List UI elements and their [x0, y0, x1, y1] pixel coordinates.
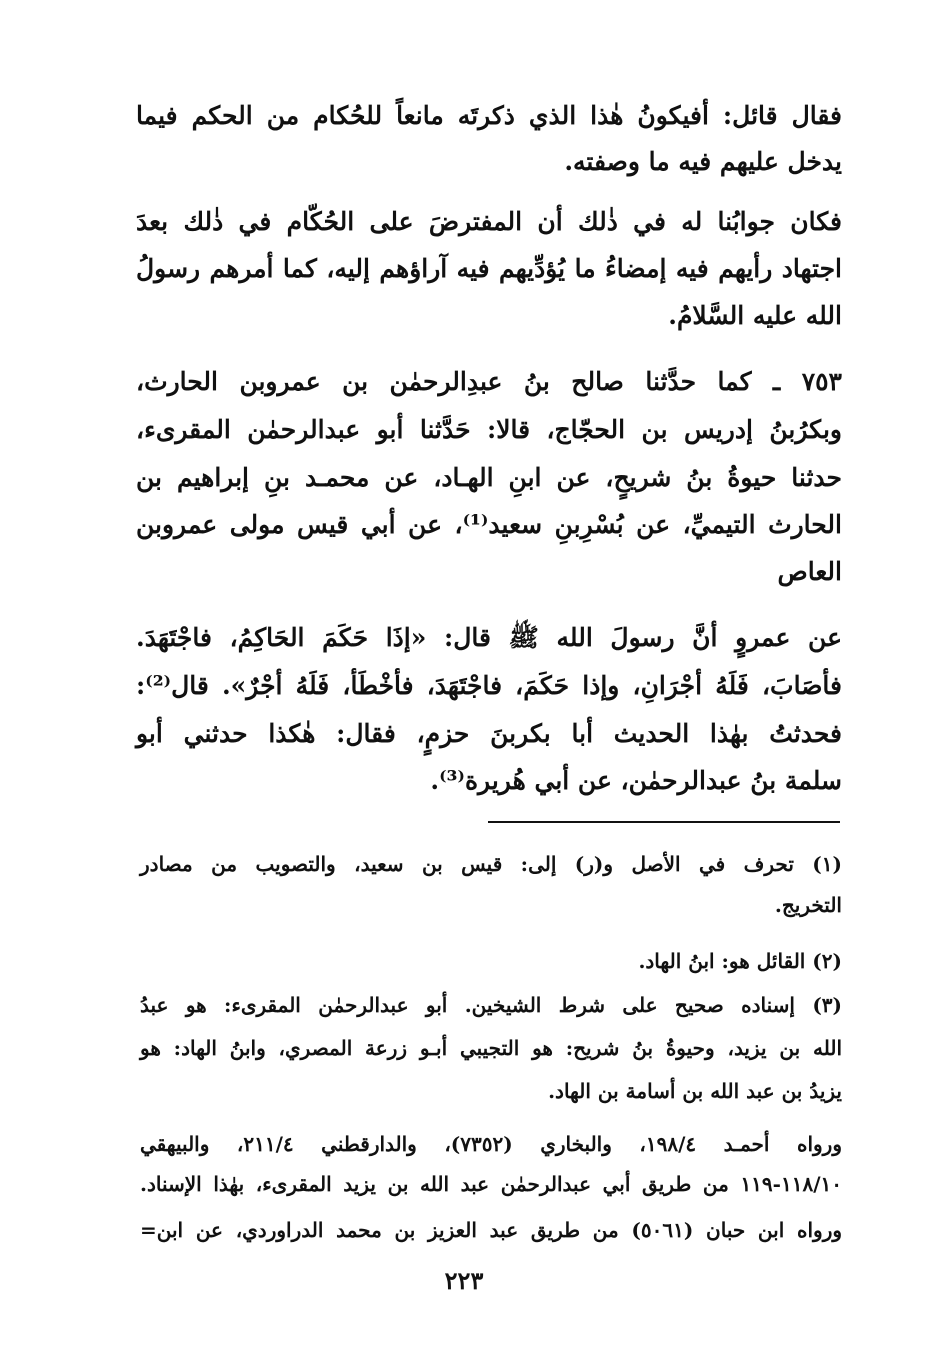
page-number: ٢٢٣	[444, 1266, 484, 1295]
footnote-separator	[488, 821, 840, 823]
hadith-text-line-3: فحدثتُ بهٰذا الحديث أبا بكربنَ حزمٍ، فقال: هٰكذا حدثني أبو	[136, 719, 842, 748]
paragraph-1-line-1: فقال قائل: أفيكونُ هٰذا الذي ذكرتَه مانعاً للحُكام من الحكم فيما	[136, 101, 842, 130]
footnote-3-continuation-1-line-1: ورواه أحمـد ١٩٨/٤، والبخاري (٧٣٥٢)، والدارقطني ٢١١/٤، والبيهقي	[140, 1132, 842, 1156]
footnote-1-line-2: التخريج.	[774, 893, 842, 917]
footnote-3-line-1: (٣) إسناده صحيح على شرط الشيخين. أبو عبدالرحمٰن المقرىء: هو عبدُ	[140, 993, 842, 1017]
footnote-3-continuation-1-line-2: ١١٨/١٠-١١٩ من طريق أبي عبدالرحمٰن عبد الله بن يزيد المقرىء، بهٰذا الإسناد.	[140, 1172, 842, 1196]
footnote-3-line-2: الله بن يزيد، وحيوةُ بنُ شريح: هو التجيبي أبـو زرعة المصري، وابنُ الهاد: هو	[140, 1036, 842, 1060]
hadith-text-line-1: عن عمروٍ أنَّ رسولَ الله ﷺ قال: «إذَا حَكَمَ الحَاكِمُ، فاجْتَهَدَ.	[136, 623, 842, 652]
footnote-2-line-1: (٢) القائل هو: ابنُ الهاد.	[638, 949, 842, 973]
paragraph-1-line-2: يدخل عليهم فيه ما وصفته.	[564, 147, 842, 176]
hadith-text-line-2: فأصَابَ، فَلَهُ أجْرَانِ، وإذا حَكَمَ، فاجْتَهَدَ، فأخْطَأ، فَلَهُ أجْرٌ». قال⁽²⁾:	[136, 671, 842, 700]
hadith-753-line-2: وبكرُبنُ إدريس بن الحجّاج، قالا: حَدَّثنا أبو عبدالرحمٰن المقرىء،	[136, 415, 842, 444]
hadith-753-line-1: ٧٥٣ ـ كما حدَّثنا صالح بنُ عبدِالرحمٰن بن عمروبن الحارث،	[136, 367, 842, 396]
paragraph-2-line-2: اجتهاد رأيهم فيه إمضاءُ ما يُؤدِّيهم فيه آراؤهم إليه، كما أمرهم رسولُ	[136, 254, 842, 283]
footnote-1-line-1: (١) تحرف في الأصل و(ر) إلى: قيس بن سعيد، والتصويب من مصادر	[140, 852, 842, 876]
paragraph-2-line-3: الله عليه السَّلامُ.	[668, 301, 842, 330]
hadith-753-line-5: العاص	[777, 557, 842, 586]
hadith-text-line-4: سلمة بنُ عبدالرحمٰن، عن أبي هُريرة⁽³⁾.	[430, 766, 842, 795]
footnote-3-continuation-2-line-1: ورواه ابن حبان (٥٠٦١) من طريق عبد العزيز بن محمد الدراوردي، عن ابن=	[140, 1218, 843, 1242]
paragraph-2-line-1: فكان جوابُنا له في ذٰلك أن المفترضَ على الحُكّام في ذٰلك بعدَ	[136, 207, 842, 236]
footnote-3-line-3: يزيدُ بن عبد الله بن أسامة بن الهاد.	[548, 1079, 842, 1103]
hadith-753-line-4: الحارث التيميِّ، عن بُسْرِبنِ سعيد⁽¹⁾، عن أبي قيس مولى عمروبن	[136, 510, 842, 539]
hadith-753-line-3: حدثنا حيوةُ بنُ شريحٍ، عن ابنِ الهـاد، عن محمـد بنِ إبراهيم بن	[136, 463, 842, 492]
